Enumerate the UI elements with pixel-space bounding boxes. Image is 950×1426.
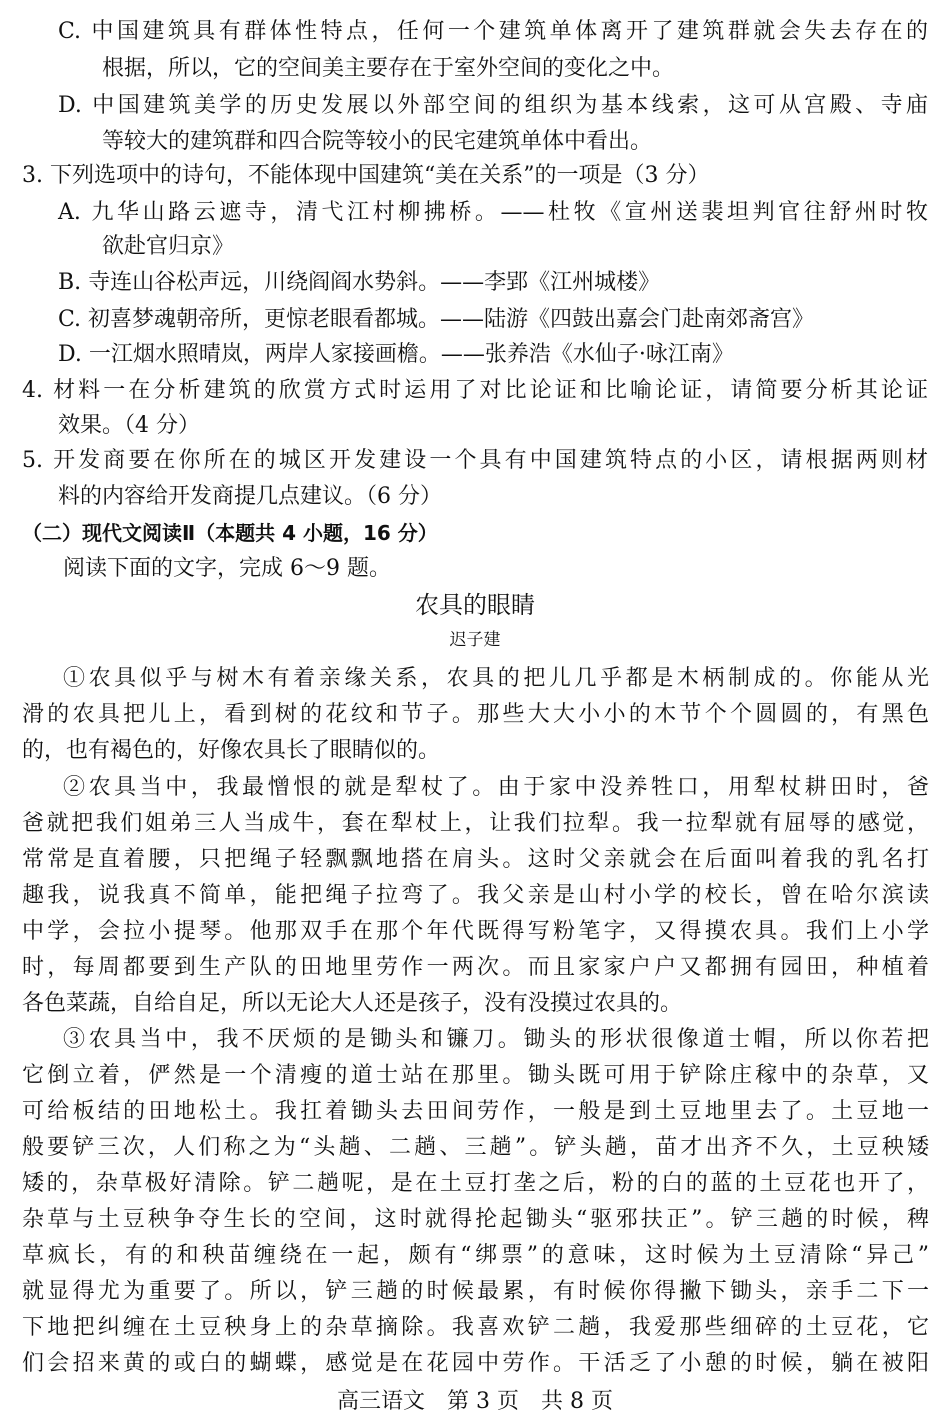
para3-line5: 矮的，杂草极好清除。铲二趟呢，是在土豆打垄之后，粉的白的蓝的土豆花也开了， xyxy=(22,1171,929,1196)
q5-line1: 5. 开发商要在你所在的城区开发建设一个具有中国建筑特点的小区，请根据两则材 xyxy=(22,448,928,473)
q3-option-d: D. 一江烟水照晴岚，两岸人家接画檐。——张养浩《水仙子·咏江南》 xyxy=(58,342,734,367)
q3-option-a-line1: A. 九华山路云遮寺，清弋江村柳拂桥。——杜牧《宣州送裴坦判官往舒州时牧 xyxy=(58,200,928,225)
para3-line8: 就显得尤为重要了。所以，铲三趟的时候最累，有时候你得撇下锄头，亲手二下一 xyxy=(22,1279,929,1304)
para1-line3: 的，也有褐色的，好像农具长了眼睛似的。 xyxy=(22,738,441,763)
para3-line6: 杂草与土豆秧争夺生长的空间，这时就得抡起锄头“驱邪扶正”。铲三趟的时候，稗 xyxy=(22,1207,929,1232)
para3-line2: 它倒立着，俨然是一个清瘦的道士站在那里。锄头既可用于铲除庄稼中的杂草，又 xyxy=(22,1063,929,1088)
para2-line6: 时，每周都要到生产队的田地里劳作一两次。而且家家户户又都拥有园田，种植着 xyxy=(22,955,929,980)
para1-line2: 滑的农具把儿上，看到树的花纹和节子。那些大大小小的木节个个圆圆的，有黑色 xyxy=(22,702,929,727)
para3-line7: 草疯长，有的和秧苗缠绕在一起，颇有“绑票”的意味，这时候为土豆清除“异己” xyxy=(22,1243,929,1268)
para3-line4: 般要铲三次，人们称之为“头趟、二趟、三趟”。铲头趟，苗才出齐不久，土豆秧矮 xyxy=(22,1135,929,1160)
para1-line1: ①农具似乎与树木有着亲缘关系，农具的把儿几乎都是木柄制成的。你能从光 xyxy=(63,666,929,691)
q3-option-a-line2: 欲赴官归京》 xyxy=(102,234,235,259)
q4-line1: 4. 材料一在分析建筑的欣赏方式时运用了对比论证和比喻论证，请简要分析其论证 xyxy=(22,378,928,403)
section-instruction: 阅读下面的文字，完成 6～9 题。 xyxy=(63,556,391,581)
para3-line1: ③农具当中，我不厌烦的是锄头和镰刀。锄头的形状很像道士帽，所以你若把 xyxy=(63,1027,929,1052)
q2-option-d-line2: 等较大的建筑群和四合院等较小的民宅建筑单体中看出。 xyxy=(102,129,653,154)
para2-line1: ②农具当中，我最憎恨的就是犁杖了。由于家中没养牲口，用犁杖耕田时，爸 xyxy=(63,775,929,800)
article-title: 农具的眼睛 xyxy=(415,591,535,619)
q5-line2: 料的内容给开发商提几点建议。（6 分） xyxy=(58,484,442,509)
q2-option-c-line1: C. 中国建筑具有群体性特点，任何一个建筑单体离开了建筑群就会失去存在的 xyxy=(58,19,928,44)
para2-line7: 各色菜蔬，自给自足，所以无论大人还是孩子，没有没摸过农具的。 xyxy=(22,991,683,1016)
para2-line3: 常常是直着腰，只把绳子轻飘飘地搭在肩头。这时父亲就会在后面叫着我的乳名打 xyxy=(22,847,929,872)
q3-option-b: B. 寺连山谷松声远，川绕阎阎水势斜。——李郢《江州城楼》 xyxy=(58,270,661,295)
q2-option-d-line1: D. 中国建筑美学的历史发展以外部空间的组织为基本线索，这可从宫殿、寺庙 xyxy=(58,93,928,118)
para2-line5: 中学，会拉小提琴。他那双手在那个年代既得写粉笔字，又得摸农具。我们上小学 xyxy=(22,919,929,944)
para3-line3: 可给板结的田地松土。我扛着锄头去田间劳作，一般是到土豆地里去了。土豆地一 xyxy=(22,1099,929,1124)
q4-line2: 效果。（4 分） xyxy=(58,413,200,438)
page-footer: 高三语文 第 3 页 共 8 页 xyxy=(337,1389,613,1414)
para2-line2: 爸就把我们姐弟三人当成牛，套在犁杖上，让我们拉犁。我一拉犁就有屈辱的感觉， xyxy=(22,811,929,836)
para2-line4: 趣我，说我真不简单，能把绳子拉弯了。我父亲是山村小学的校长，曾在哈尔滨读 xyxy=(22,883,929,908)
article-author: 迟子建 xyxy=(449,630,501,650)
para3-line9: 下地把纠缠在土豆秧身上的杂草摘除。我喜欢铲二趟，我爱那些细碎的土豆花，它 xyxy=(22,1315,929,1340)
q3-stem: 3. 下列选项中的诗句，不能体现中国建筑“美在关系”的一项是（3 分） xyxy=(22,163,710,188)
section-heading: （二）现代文阅读Ⅱ（本题共 4 小题，16 分） xyxy=(22,521,438,545)
q3-option-c: C. 初喜梦魂朝帝所，更惊老眼看都城。——陆游《四鼓出嘉会门赴南郊斋宫》 xyxy=(58,307,815,332)
q2-option-c-line2: 根据，所以，它的空间美主要存在于室外空间的变化之中。 xyxy=(102,56,675,81)
para3-line10: 们会招来黄的或白的蝴蝶，感觉是在花园中劳作。干活乏了小憩的时候，躺在被阳 xyxy=(22,1351,929,1376)
